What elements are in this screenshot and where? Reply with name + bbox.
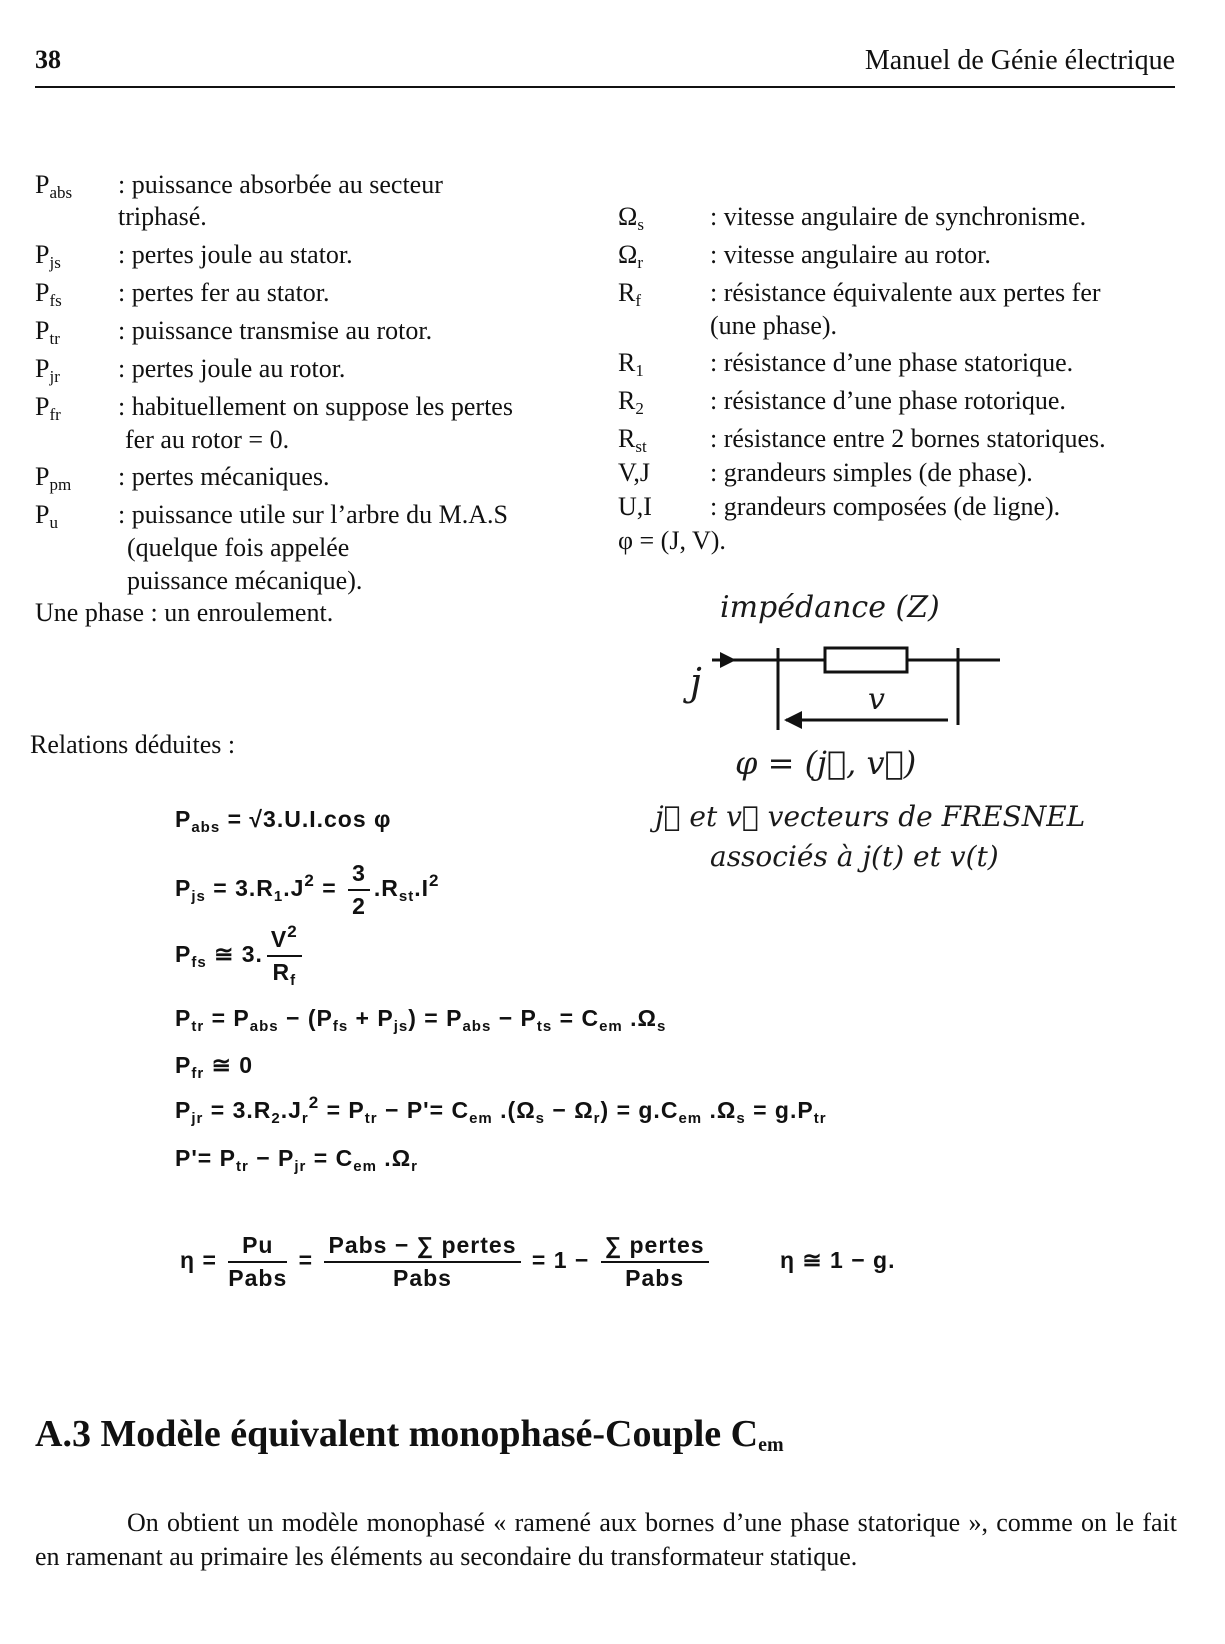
equation-pjs: $P_{js} = 3.R_1.J^2$ = $\frac{3}{2}$ $.R_{st}.I^2$	[175, 860, 440, 919]
voltage-arrowhead	[784, 711, 802, 729]
def-omega-s: : vitesse angulaire de synchronisme.	[710, 202, 1087, 231]
def-omega-r: : vitesse angulaire au rotor.	[710, 240, 991, 269]
symbol-ppm: $P_{pm}$	[35, 462, 72, 494]
right-definitions	[618, 200, 1178, 580]
symbol-omega-r: $\Omega_r$	[618, 240, 643, 272]
book-title: Manuel de Génie électrique	[864, 45, 1175, 76]
symbol-omega-s: $\Omega_s$	[618, 202, 644, 234]
symbol-pjs: $P_{js}$	[35, 240, 61, 272]
symbol-pu: $P_u$	[35, 500, 58, 532]
handwritten-phi-relation: φ = (j⃗, v⃗)	[735, 744, 917, 782]
def-vj: : grandeurs simples (de phase).	[710, 458, 1033, 487]
def-pfr-1: : habituellement on suppose les pertes	[118, 392, 513, 421]
def-ptr: : puissance transmise au rotor.	[118, 316, 433, 345]
impedance-circuit-diagram	[680, 640, 1010, 740]
equation-pjr: $P_{jr} = 3.R_2.J_r^2 = P_{tr} - P'= C_{em}$ $.(\Omega_s - \Omega_r) = g.C_{em}$ $.\Omega_s = g.P_{tr}$	[175, 1093, 827, 1127]
symbol-vj: V,J	[618, 458, 651, 487]
symbol-pabs: $P_{abs}$	[35, 170, 73, 202]
current-arrow	[720, 652, 736, 668]
def-r1: : résistance d’une phase statorique.	[710, 348, 1074, 377]
def-rf-1: : résistance équivalente aux pertes fer	[710, 278, 1101, 307]
symbol-ptr: $P_{tr}$	[35, 316, 60, 348]
def-pfr-2: fer au rotor = 0.	[125, 425, 290, 454]
page-header	[35, 40, 1175, 88]
section-paragraph: On obtient un modèle monophasé « ramené aux bornes d’une phase statorique », comme on le fait en ramenant au primaire les éléments au secondaire du transformateur statique.	[35, 1508, 1177, 1571]
equation-pfs: $P_{fs}$ ≅ 3. $\frac{V^2}{R_f}$	[175, 926, 306, 986]
equation-efficiency: η = $\frac{Pu}{\text{Pabs}}$ = $\frac{\text{Pabs − ∑ pertes}}{\text{Pabs}}$ = 1 − $\frac{\text{∑ pertes}}{\text{Pabs}}$ η ≅ 1 − g.	[180, 1232, 896, 1291]
left-definitions	[35, 168, 595, 638]
symbol-rst: $R_{st}$	[618, 424, 647, 456]
efficiency-approx: η ≅ 1 − g.	[779, 1247, 896, 1274]
symbol-ui: U,I	[618, 492, 652, 521]
handwritten-v-label: v	[868, 682, 885, 717]
def-r2: : résistance d’une phase rotorique.	[710, 386, 1066, 415]
equation-pfr: $P_{fr}$ ≅ 0	[175, 1052, 254, 1082]
equation-ptr: $P_{tr} = P_{abs} - (P_{fs} + P_{js}) = P_{abs} - P_{ts} = C_{em}$ $.\Omega_s$	[175, 1005, 667, 1035]
handwritten-j-label: j	[690, 660, 702, 704]
def-pu-2: (quelque fois appelée	[127, 533, 350, 562]
def-rst: : résistance entre 2 bornes statoriques.	[710, 424, 1106, 453]
equation-pprime: $P'= P_{tr} - P_{jr} = C_{em}$ $.\Omega_r$	[175, 1145, 418, 1175]
symbol-rf: $R_f$	[618, 278, 642, 310]
def-ppm: : pertes mécaniques.	[118, 462, 330, 491]
handwritten-fresnel-line2: associés à j(t) et v(t)	[710, 840, 999, 873]
impedance-box	[825, 648, 907, 672]
symbol-r1: $R_1$	[618, 348, 644, 380]
phi-definition: φ = (J, V).	[618, 526, 726, 555]
symbol-r2: $R_2$	[618, 386, 644, 418]
def-pu-1: : puissance utile sur l’arbre du M.A.S	[118, 500, 508, 529]
page-number: 38	[35, 45, 61, 74]
def-pjs: : pertes joule au stator.	[118, 240, 353, 269]
def-ui: : grandeurs composées (de ligne).	[710, 492, 1061, 521]
def-pfs: : pertes fer au stator.	[118, 278, 330, 307]
handwritten-fresnel-line1: j⃗ et v⃗ vecteurs de FRESNEL	[655, 800, 1086, 833]
section-heading: A.3 Modèle équivalent monophasé-Couple $C_{em}$	[35, 1413, 784, 1456]
symbol-pjr: $P_{jr}$	[35, 354, 60, 386]
def-pu-3: puissance mécanique).	[127, 566, 363, 595]
def-pabs-1: : puissance absorbée au secteur	[118, 170, 443, 199]
equation-pabs: $P_{abs} = √3.U.I.\cos$ φ	[175, 806, 392, 836]
def-pabs-2: triphasé.	[118, 202, 207, 231]
symbol-pfs: $P_{fs}$	[35, 278, 62, 310]
phase-note: Une phase : un enroulement.	[35, 598, 334, 627]
def-rf-2: (une phase).	[710, 311, 838, 340]
handwritten-impedance-title: impédance (Z)	[720, 590, 940, 625]
symbol-pfr: $P_{fr}$	[35, 392, 61, 424]
def-pjr: : pertes joule au rotor.	[118, 354, 346, 383]
relations-title: Relations déduites :	[30, 730, 236, 759]
